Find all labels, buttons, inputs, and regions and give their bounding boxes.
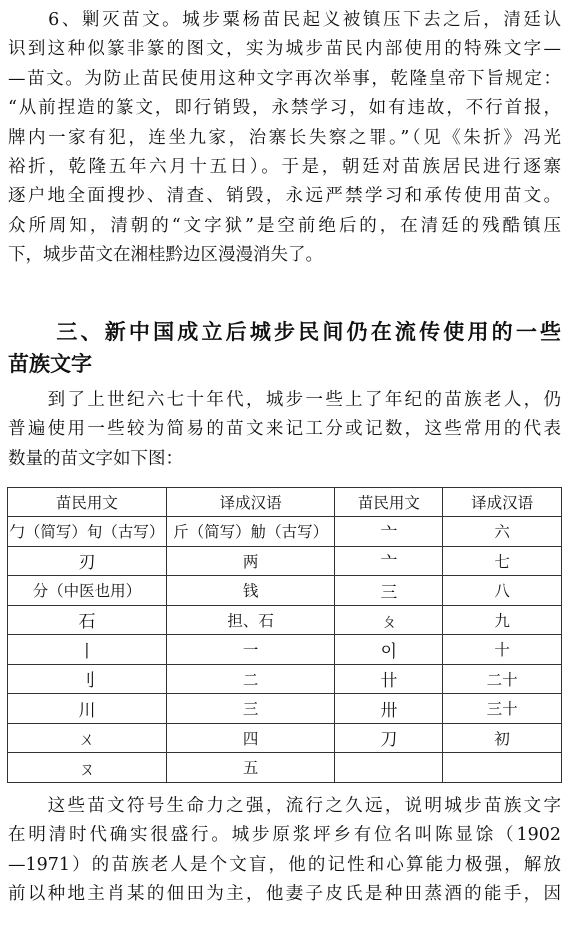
heading-line: 苗族文字 [8, 352, 92, 376]
miao-script-cell: 刀 [335, 723, 443, 753]
section-6-paragraph [8, 6, 561, 271]
table-row [8, 576, 562, 606]
chinese-translation-cell: 两 [166, 546, 334, 576]
text-line: 众所周知，清朝的“文字狱”是空前绝后的，在清廷的残酷镇压 [8, 215, 561, 236]
table-row [8, 664, 562, 694]
table-row [8, 694, 562, 724]
text-line: “从前捏造的篆文，即行销毁，永禁学习，如有违故，不行首报， [8, 98, 561, 119]
table-header: 译成汉语 [443, 488, 562, 517]
miao-script-cell: 川 [8, 694, 167, 724]
chinese-translation-cell: 九 [443, 605, 562, 635]
text-line: 前以种地主肖某的佃田为主，他妻子皮氏是种田蒸酒的能手，因 [8, 884, 561, 905]
text-line: 6、剿灭苗文。城步粟杨苗民起义被镇压下去之后，清廷认 [8, 10, 561, 30]
chinese-translation-cell: 六 [443, 517, 562, 547]
chinese-translation-cell: 三 [166, 694, 334, 724]
miao-script-cell: 分（中医也用） [8, 576, 167, 606]
chinese-translation-cell: 钱 [166, 576, 334, 606]
miao-script-cell: 刃 [8, 546, 167, 576]
section-3-heading [8, 316, 561, 380]
text-line: 到了上世纪六七十年代，城步一些上了年纪的苗族老人，仍 [8, 390, 561, 410]
miao-script-cell: 勹（简写）旬（古写） [8, 517, 167, 547]
text-line: —苗文。为防止苗民使用这种文字再次举事，乾隆皇帝下旨规定： [8, 68, 561, 89]
chinese-translation-cell: 担、石 [166, 605, 334, 635]
miao-script-cell: 刂 [8, 664, 167, 694]
miao-script-cell: 三 [335, 576, 443, 606]
text-line: 识到这种似篆非篆的图文，实为城步苗民内部使用的特殊文字— [8, 39, 561, 60]
chinese-translation-cell [443, 753, 562, 783]
heading-line: 三、新中国成立后城步民间仍在流传使用的一些 [8, 320, 561, 344]
table-header: 苗民用文 [8, 488, 167, 517]
miao-script-cell: 이 [335, 635, 443, 665]
text-line: 下，城步苗文在湘桂黔边区漫漫消失了。 [8, 245, 323, 266]
chinese-translation-cell: 七 [443, 546, 562, 576]
chinese-translation-cell: 四 [166, 723, 334, 753]
miao-script-cell [335, 753, 443, 783]
text-line: 逐户地全面搜抄、清查、销毁，永远严禁学习和承传使用苗文。 [8, 186, 561, 207]
miao-numerals-table [7, 487, 562, 783]
table-row [8, 723, 562, 753]
text-line: 数量的苗文字如下图： [8, 448, 183, 469]
miao-script-cell: ㄆ [335, 605, 443, 635]
text-line: 裕折，乾隆五年六月十五日）。于是，朝廷对苗族居民进行逐寨 [8, 156, 561, 177]
chinese-translation-cell: 八 [443, 576, 562, 606]
miao-script-cell: ㄨ [8, 723, 167, 753]
miao-script-cell: 丨 [8, 635, 167, 665]
text-line: 牌内一家有犯，连坐九家，治寨长失察之罪。”（见《朱折》冯光 [8, 127, 561, 148]
chinese-translation-cell: 二十 [443, 664, 562, 694]
table-row [8, 546, 562, 576]
section-3-intro [8, 386, 561, 474]
table-row [8, 753, 562, 783]
table-row [8, 605, 562, 635]
chinese-translation-cell: 初 [443, 723, 562, 753]
table-row [8, 517, 562, 547]
text-line: 普遍使用一些较为简易的苗文来记工分或记数，这些常用的代表 [8, 419, 561, 440]
miao-script-cell: 卅 [335, 694, 443, 724]
chinese-translation-cell: 十 [443, 635, 562, 665]
table-header: 译成汉语 [166, 488, 334, 517]
miao-script-cell: 亠 [335, 546, 443, 576]
miao-script-cell: ㄡ [8, 753, 167, 783]
miao-script-cell: 石 [8, 605, 167, 635]
table-row [8, 635, 562, 665]
chinese-translation-cell: 二 [166, 664, 334, 694]
miao-script-cell: 亠 [335, 517, 443, 547]
closing-paragraph [8, 792, 561, 910]
chinese-translation-cell: 五 [166, 753, 334, 783]
text-line: 在明清时代确实很盛行。城步原浆坪乡有位名叫陈显馀（1902 [8, 825, 561, 846]
table-header: 苗民用文 [335, 488, 443, 517]
chinese-translation-cell: 一 [166, 635, 334, 665]
chinese-translation-cell: 三十 [443, 694, 562, 724]
text-line: 这些苗文符号生命力之强，流行之久远，说明城步苗族文字 [8, 796, 561, 816]
table-header-row [8, 488, 562, 517]
text-line: —1971）的苗族老人是个文盲，他的记性和心算能力极强，解放 [8, 854, 561, 875]
chinese-translation-cell: 斤（简写）觔（古写） [166, 517, 334, 547]
miao-script-cell: 卄 [335, 664, 443, 694]
